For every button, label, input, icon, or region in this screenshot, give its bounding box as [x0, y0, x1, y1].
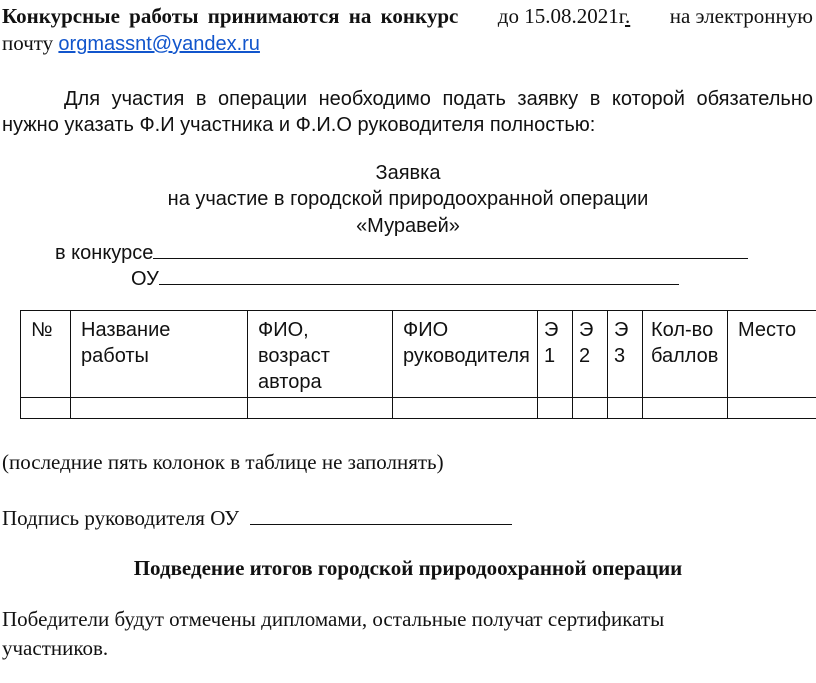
- table-header-row: [21, 311, 816, 398]
- application-title: Заявка: [375, 162, 441, 184]
- intro-line-2: [2, 30, 260, 57]
- participation-word: подать: [442, 88, 506, 110]
- participation-word: операции: [217, 88, 308, 110]
- participation-word: в: [195, 88, 207, 110]
- intro-period: .: [624, 4, 631, 28]
- contest-label: в конкурсе: [55, 242, 154, 264]
- cell-author[interactable]: [248, 398, 393, 419]
- cell-number[interactable]: [21, 398, 71, 419]
- intro-email-prefix: почту: [2, 31, 54, 55]
- header-author: ФИО, возраст автора: [248, 311, 393, 398]
- contest-line: [55, 240, 748, 266]
- participation-word: заявку: [517, 88, 579, 110]
- header-stage-1: Э 1: [538, 311, 573, 398]
- participation-line-1: [64, 86, 813, 112]
- participation-word: Для: [64, 88, 101, 110]
- signature-label: Подпись руководителя ОУ: [2, 506, 240, 530]
- cell-supervisor[interactable]: [393, 398, 538, 419]
- results-line-1: Победители будут отмечены дипломами, остальные получат сертификаты: [2, 607, 665, 631]
- header-number: №: [21, 311, 71, 398]
- participation-word: в: [589, 88, 601, 110]
- header-supervisor: ФИО руководителя: [393, 311, 538, 398]
- header-work-title: Название работы: [71, 311, 248, 398]
- participation-line-2: нужно указать Ф.И участника и Ф.И.О руководителя полностью:: [2, 114, 596, 136]
- contest-blank: [153, 257, 748, 259]
- intro-line-1: [2, 3, 813, 30]
- header-score: Кол-во баллов: [643, 311, 728, 398]
- cell-stage-2[interactable]: [573, 398, 608, 419]
- cell-stage-1[interactable]: [538, 398, 573, 419]
- cell-work-title[interactable]: [71, 398, 248, 419]
- header-place: Место: [728, 311, 816, 398]
- application-table: [20, 310, 816, 419]
- intro-deadline: [498, 3, 630, 30]
- application-subtitle: на участие в городской природоохранной операции: [167, 188, 649, 210]
- operation-name: «Муравей»: [356, 215, 460, 237]
- cell-score[interactable]: [643, 398, 728, 419]
- intro-bold-text: Конкурсные работы принимаются на конкурс: [2, 4, 459, 28]
- signature-blank: [250, 523, 512, 525]
- intro-suffix: на электронную: [669, 4, 813, 28]
- email-link[interactable]: orgmassnt@yandex.ru: [58, 33, 260, 55]
- results-heading: Подведение итогов городской природоохранной операции: [133, 556, 683, 580]
- table-note: (последние пять колонок в таблице не заполнять): [2, 450, 444, 474]
- ou-line: [131, 266, 679, 292]
- ou-label: ОУ: [131, 268, 159, 290]
- cell-stage-3[interactable]: [608, 398, 643, 419]
- intro-date: до 15.08.2021г: [497, 4, 625, 28]
- participation-word: участия: [111, 88, 185, 110]
- participation-word: необходимо: [318, 88, 431, 110]
- participation-word: обязательно: [696, 88, 813, 110]
- participation-word: которой: [611, 88, 685, 110]
- results-line-2: участников.: [2, 636, 109, 660]
- header-stage-3: Э 3: [608, 311, 643, 398]
- cell-place[interactable]: [728, 398, 816, 419]
- ou-blank: [159, 283, 679, 285]
- table-row: [21, 398, 816, 419]
- header-stage-2: Э 2: [573, 311, 608, 398]
- signature-line: [2, 505, 512, 532]
